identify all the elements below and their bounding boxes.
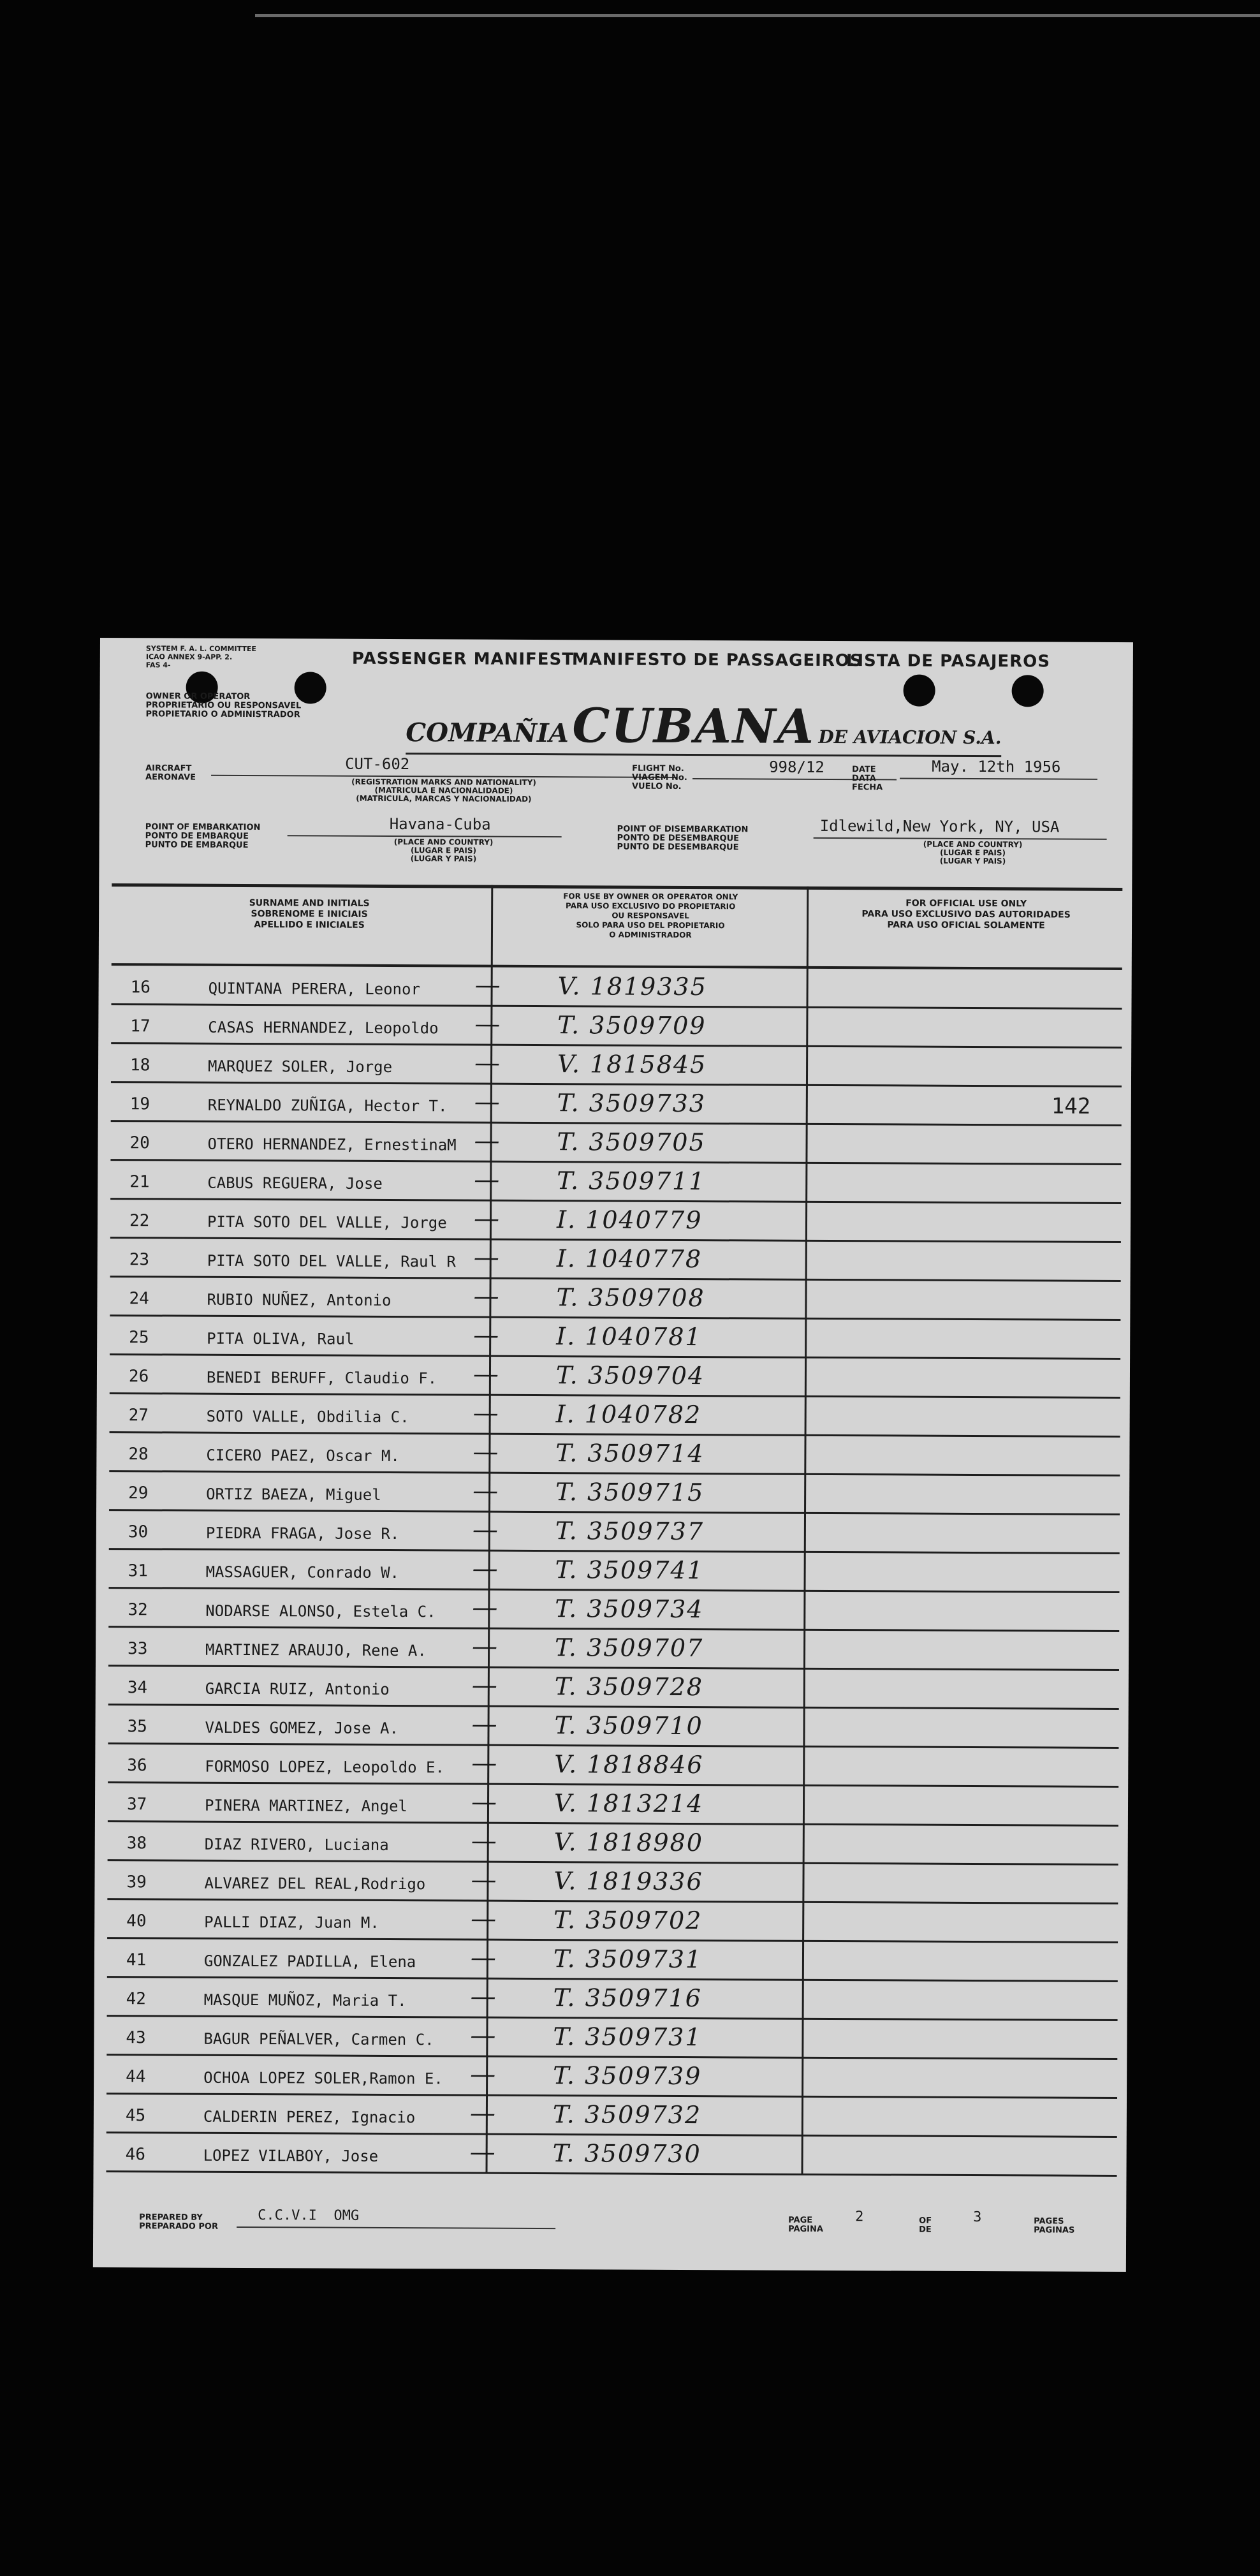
row-number: 34 [127, 1678, 148, 1698]
table-row [110, 1355, 1120, 1399]
passenger-name: ORTIZ BAEZA, Miguel [206, 1485, 381, 1504]
table-row [110, 1122, 1121, 1165]
passenger-name: LOPEZ VILABOY, Jose [203, 2146, 379, 2165]
row-number: 43 [126, 2028, 146, 2048]
of-label: OF DE [919, 2216, 932, 2235]
document-number: T. 3509733 [557, 1089, 707, 1118]
document-number: T. 3509716 [553, 1984, 702, 2013]
punch-hole [1012, 675, 1044, 707]
row-number: 41 [126, 1950, 147, 1970]
table-row [109, 1511, 1120, 1554]
title-portuguese: MANIFESTO DE PASSAGEIROS [571, 650, 863, 671]
aircraft-field [211, 751, 677, 778]
date-field [900, 754, 1097, 779]
check-mark-icon: — [469, 2137, 495, 2167]
table-row [107, 1939, 1118, 1982]
passenger-name: RUBIO NUÑEZ, Antonio [207, 1290, 392, 1310]
passenger-name: QUINTANA PERERA, Leonor [208, 979, 421, 999]
table-row [106, 2056, 1117, 2099]
row-rule [106, 2170, 1117, 2177]
document-number: T. 3509715 [555, 1478, 705, 1507]
embarkation-label: POINT OF EMBARKATION PONTO DE EMBARQUE PUNTO DE EMBARQUE [145, 822, 261, 851]
document-number: T. 3509741 [555, 1556, 704, 1585]
passenger-table [106, 883, 1123, 2176]
owner-logo-suffix: DE AVIACION S.A. [818, 726, 1002, 749]
check-mark-icon: — [473, 1320, 499, 1350]
document-number: T. 3509739 [553, 2061, 702, 2091]
passenger-name: GARCIA RUIZ, Antonio [205, 1679, 390, 1698]
table-row [111, 1083, 1122, 1126]
row-number: 35 [127, 1717, 147, 1737]
document-number: T. 3509732 [552, 2100, 702, 2130]
manifest-sheet [93, 638, 1133, 2272]
embarkation-value: Havana-Cuba [389, 814, 491, 834]
table-row [110, 1316, 1120, 1360]
passenger-name: VALDES GOMEZ, Jose A. [205, 1718, 399, 1738]
document-number: T. 3509707 [555, 1633, 704, 1663]
table-row [106, 2094, 1117, 2138]
check-mark-icon: — [472, 1398, 499, 1428]
disembarkation-value: Idlewild,New York, NY, USA [819, 816, 1060, 836]
document-number: I. 1040782 [555, 1400, 702, 1429]
table-row [110, 1200, 1121, 1243]
check-mark-icon: — [474, 1126, 500, 1156]
check-mark-icon: — [472, 1593, 498, 1623]
committee-reference: SYSTEM F. A. L. COMMITTEE ICAO ANNEX 9-APP. 2. FAS 4- [145, 644, 256, 670]
table-row [107, 1900, 1118, 1943]
check-mark-icon: — [472, 1554, 498, 1584]
check-mark-icon: — [469, 2098, 496, 2128]
row-number: 24 [129, 1289, 149, 1309]
passenger-name: DIAZ RIVERO, Luciana [204, 1835, 389, 1854]
document-number: V. 1813214 [553, 1789, 704, 1818]
row-number: 17 [130, 1017, 150, 1036]
check-mark-icon: — [470, 2059, 496, 2089]
prepared-value: C.C.V.I OMG [258, 2207, 360, 2224]
passenger-name: BAGUR PEÑALVER, Carmen C. [203, 2029, 434, 2049]
row-number: 23 [129, 1250, 150, 1270]
passenger-name: PALLI DIAZ, Juan M. [204, 1913, 379, 1932]
check-mark-icon: — [474, 1009, 501, 1039]
passenger-name: PINERA MARTINEZ, Angel [204, 1796, 407, 1816]
check-mark-icon: — [471, 1670, 497, 1700]
pages-value: 3 [973, 2209, 982, 2226]
title-spanish: LISTA DE PASAJEROS [846, 651, 1051, 672]
row-number: 26 [128, 1367, 149, 1387]
passenger-name: PITA SOTO DEL VALLE, Raul R [207, 1251, 456, 1271]
table-row [110, 1161, 1121, 1204]
check-mark-icon: — [473, 1203, 500, 1233]
passenger-name: ALVAREZ DEL REAL,Rodrigo [204, 1874, 426, 1894]
document-number: T. 3509728 [554, 1672, 704, 1702]
check-mark-icon: — [473, 1242, 499, 1272]
check-mark-icon: — [474, 1087, 500, 1117]
disembarkation-label: POINT OF DISEMBARKATION PONTO DE DESEMBARQUE PUNTO DE DESEMBARQUE [617, 824, 749, 853]
row-number: 29 [128, 1483, 149, 1503]
row-number: 40 [126, 1911, 147, 1931]
row-number: 22 [129, 1211, 150, 1231]
document-number: T. 3509730 [552, 2139, 701, 2168]
table-row [111, 966, 1122, 1010]
prepared-underline [237, 2226, 555, 2229]
prepared-label: PREPARED BY PREPARADO POR [139, 2212, 219, 2232]
table-row [106, 2133, 1117, 2177]
document-number: V. 1818980 [553, 1828, 704, 1857]
date-label: DATE DATA FECHA [851, 765, 883, 793]
header-official-use: FOR OFFICIAL USE ONLY PARA USO EXCLUSIVO DAS AUTORIDADES PARA USO OFICIAL SOLAMENTE [861, 898, 1071, 931]
document-number: T. 3509708 [556, 1283, 705, 1313]
check-mark-icon: — [473, 1281, 499, 1311]
passenger-name: OCHOA LOPEZ SOLER,Ramon E. [203, 2068, 443, 2088]
page-label: PAGE PAGINA [788, 2215, 823, 2234]
passenger-name: SOTO VALLE, Obdilia C. [206, 1407, 409, 1427]
check-mark-icon: — [471, 1904, 497, 1934]
header-owner-use: FOR USE BY OWNER OR OPERATOR ONLY PARA USO EXCLUSIVO DO PROPIETARIO OU RESPONSAVEL SOLO PARA USO DEL PROPIETARIO O ADMINISTRADOR [563, 892, 738, 940]
row-number: 38 [126, 1834, 147, 1853]
table-row [108, 1783, 1118, 1827]
owner-logo-main: CUBANA [572, 698, 816, 754]
table-row [111, 1044, 1122, 1087]
aircraft-value: CUT-602 [345, 754, 410, 774]
aircraft-label: AIRCRAFT AERONAVE [145, 763, 196, 783]
date-value: May. 12th 1956 [932, 757, 1061, 776]
check-mark-icon: — [474, 1048, 501, 1078]
passenger-name: PITA OLIVA, Raul [207, 1329, 355, 1348]
table-top-rule [112, 883, 1122, 891]
document-number: T. 3509711 [557, 1167, 706, 1196]
check-mark-icon: — [470, 1943, 497, 1973]
owner-label: OWNER OR OPERATOR PROPRIETARIO OU RESPONSAVEL PROPIETARIO O ADMINISTRADOR [145, 691, 302, 720]
document-number: V. 1815845 [557, 1050, 707, 1079]
row-number: 45 [125, 2106, 146, 2126]
document-number: I. 1040779 [556, 1205, 703, 1235]
row-number: 36 [127, 1756, 147, 1776]
check-mark-icon: — [471, 1748, 497, 1778]
document-number: V. 1819335 [557, 972, 707, 1001]
document-number: T. 3509702 [553, 1906, 703, 1935]
check-mark-icon: — [471, 1826, 497, 1856]
table-row [110, 1277, 1120, 1321]
check-mark-icon: — [474, 970, 501, 1000]
check-mark-icon: — [470, 2020, 496, 2050]
official-note: 142 [1051, 1093, 1091, 1119]
table-row [110, 1394, 1120, 1438]
table-row [111, 1005, 1122, 1049]
passenger-name: REYNALDO ZUÑIGA, Hector T. [207, 1096, 448, 1115]
document-number: T. 3509714 [555, 1439, 705, 1468]
row-number: 30 [128, 1522, 149, 1542]
check-mark-icon: — [470, 1982, 496, 2012]
row-number: 28 [128, 1445, 149, 1464]
table-row [106, 2017, 1117, 2060]
table-row [107, 1978, 1118, 2021]
passenger-name: MASSAGUER, Conrado W. [205, 1563, 400, 1582]
document-number: T. 3509734 [555, 1594, 704, 1624]
passenger-name: CABUS REGUERA, Jose [207, 1174, 383, 1193]
table-row [109, 1472, 1120, 1515]
embarkation-caption: (PLACE AND COUNTRY) (LUGAR E PAIS) (LUGAR Y PAIS) [393, 837, 494, 864]
passenger-name: NODARSE ALONSO, Estela C. [205, 1601, 436, 1621]
title-english: PASSENGER MANIFEST [351, 649, 575, 670]
check-mark-icon: — [472, 1476, 499, 1506]
pages-label: PAGES PAGINAS [1034, 2216, 1075, 2235]
table-row [108, 1822, 1118, 1866]
row-number: 31 [128, 1561, 148, 1581]
page-value: 2 [855, 2209, 864, 2225]
passenger-name: BENEDI BERUFF, Claudio F. [206, 1368, 437, 1388]
passenger-name: MARQUEZ SOLER, Jorge [208, 1057, 393, 1077]
owner-logo [406, 698, 1002, 757]
passenger-name: PITA SOTO DEL VALLE, Jorge [207, 1212, 447, 1232]
check-mark-icon: — [471, 1787, 497, 1817]
check-mark-icon: — [472, 1437, 499, 1467]
passenger-name: FORMOSO LOPEZ, Leopoldo E. [205, 1757, 445, 1777]
row-number: 37 [126, 1795, 147, 1814]
check-mark-icon: — [472, 1631, 498, 1661]
passenger-name: CICERO PAEZ, Oscar M. [206, 1446, 400, 1466]
document-number: T. 3509710 [554, 1711, 703, 1741]
aircraft-caption: (REGISTRATION MARKS AND NATIONALITY) (MATRICULA E NACIONALIDADE) (MATRICULA, MARCAS Y NACIONALIDAD) [351, 777, 536, 804]
table-row [108, 1705, 1118, 1749]
passenger-name: CALDERIN PEREZ, Ignacio [203, 2107, 416, 2127]
document-number: T. 3509709 [557, 1011, 707, 1040]
row-number: 18 [130, 1056, 150, 1075]
row-number: 27 [128, 1406, 149, 1425]
row-number: 32 [128, 1600, 148, 1620]
owner-logo-prefix: COMPAÑIA [406, 718, 569, 749]
check-mark-icon: — [472, 1515, 499, 1545]
table-row [108, 1589, 1119, 1632]
disembarkation-caption: (PLACE AND COUNTRY) (LUGAR E PAIS) (LUGAR Y PAIS) [923, 839, 1023, 866]
row-number: 39 [126, 1873, 147, 1892]
row-number: 44 [126, 2067, 146, 2087]
document-number: V. 1818846 [554, 1750, 704, 1779]
table-row [107, 1861, 1118, 1904]
flight-label: FLIGHT No. VIAGEM No. VUELO No. [631, 763, 687, 791]
passenger-name: CASAS HERNANDEZ, Leopoldo [208, 1018, 439, 1038]
passenger-name: PIEDRA FRAGA, Jose R. [205, 1524, 400, 1543]
row-number: 20 [129, 1133, 150, 1153]
document-number: T. 3509731 [553, 2022, 702, 2052]
document-number: V. 1819336 [553, 1867, 703, 1896]
header-surname: SURNAME AND INITIALS SOBRENOME E INICIAIS APELLIDO E INICIALES [249, 898, 370, 931]
table-row [110, 1239, 1121, 1282]
document-number: I. 1040781 [556, 1322, 702, 1351]
row-number: 19 [129, 1094, 150, 1114]
check-mark-icon: — [471, 1709, 497, 1739]
scan-top-edge [255, 14, 1260, 17]
passenger-name: MASQUE MUÑOZ, Maria T. [203, 1991, 407, 2010]
row-number: 46 [125, 2145, 146, 2165]
row-number: 21 [129, 1172, 150, 1192]
passenger-name: MARTINEZ ARAUJO, Rene A. [205, 1640, 427, 1660]
row-number: 42 [126, 1989, 147, 2009]
table-row [108, 1744, 1118, 1788]
row-number: 16 [130, 978, 150, 997]
document-number: I. 1040778 [556, 1244, 703, 1274]
embarkation-field [288, 811, 562, 837]
table-row [108, 1667, 1119, 1710]
table-row [109, 1433, 1120, 1476]
check-mark-icon: — [474, 1165, 500, 1195]
disembarkation-field [814, 813, 1107, 840]
row-number: 33 [128, 1639, 148, 1659]
passenger-name: GONZALEZ PADILLA, Elena [203, 1952, 416, 1971]
passenger-name: OTERO HERNANDEZ, ErnestinaM [207, 1135, 457, 1154]
document-number: T. 3509731 [553, 1945, 703, 1974]
check-mark-icon: — [472, 1359, 499, 1389]
document-number: T. 3509737 [555, 1517, 705, 1546]
table-row [108, 1550, 1119, 1593]
document-number: T. 3509704 [555, 1361, 705, 1390]
row-number: 25 [129, 1328, 149, 1348]
document-number: T. 3509705 [557, 1128, 706, 1157]
flight-value: 998/12 [769, 758, 824, 776]
check-mark-icon: — [471, 1865, 497, 1895]
table-row [108, 1628, 1119, 1671]
